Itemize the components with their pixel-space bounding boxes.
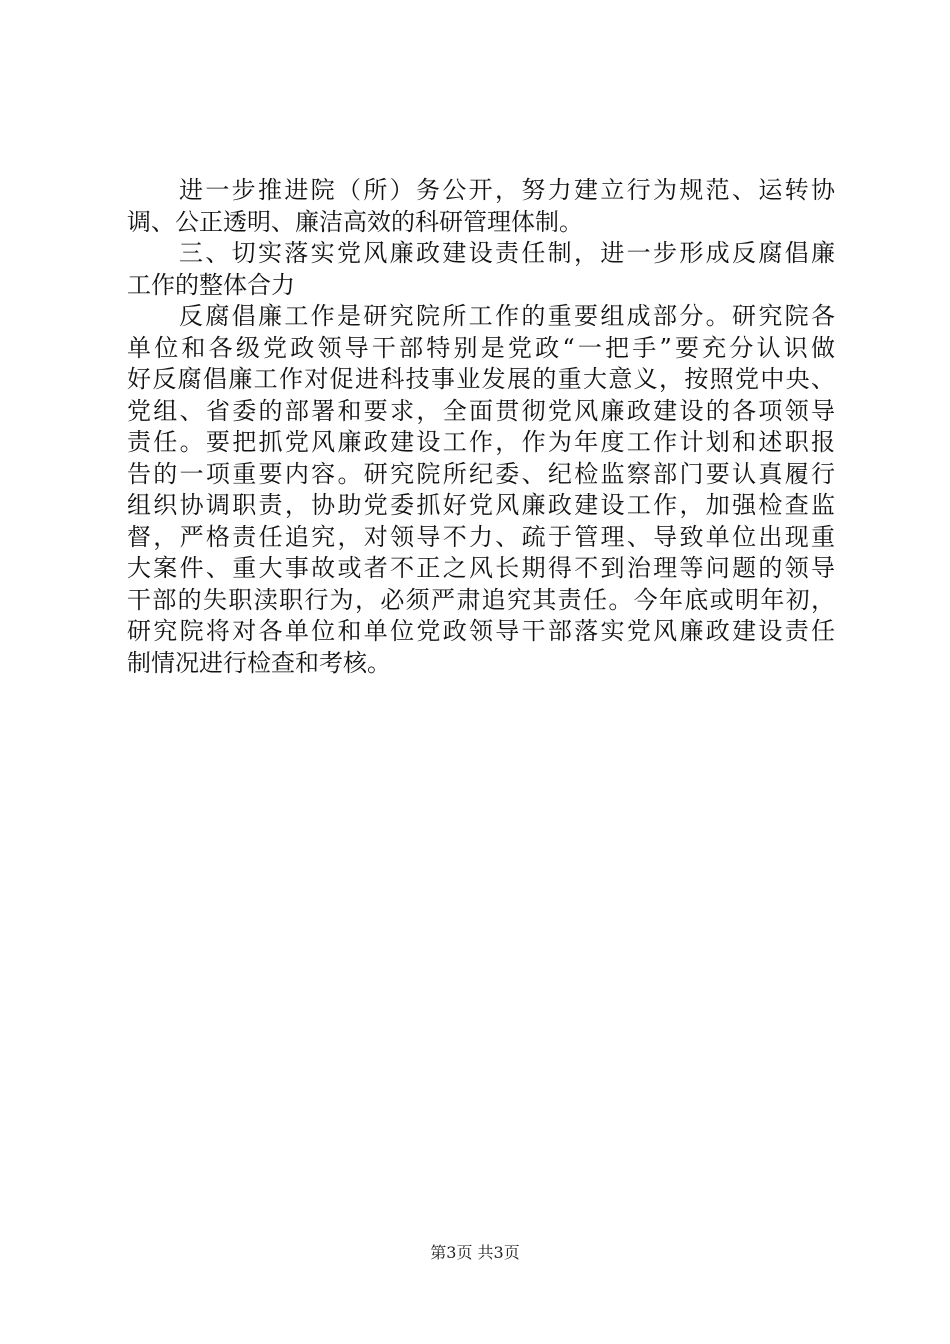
section-heading-line: 三、切实落实党风廉政建设责任制，进一步形成反腐倡廉 — [179, 239, 835, 267]
text-line: 单位和各级党政领导干部特别是党政“一把手”要充分认识做 — [127, 333, 835, 362]
text-line: 研究院将对各单位和单位党政领导干部落实党风廉政建设责任 — [127, 617, 835, 645]
text-line: 调、公正透明、廉洁高效的科研管理体制。 — [127, 207, 583, 236]
section-heading-line: 工作的整体合力 — [127, 270, 295, 299]
text-line: 督，严格责任追究，对领导不力、疏于管理、导致单位出现重 — [127, 522, 835, 551]
text-line: 大案件、重大事故或者不正之风长期得不到治理等问题的领导 — [127, 554, 835, 582]
text-line: 责任。要把抓党风廉政建设工作，作为年度工作计划和述职报 — [127, 428, 835, 456]
text-line: 制情况进行检查和考核。 — [127, 648, 391, 677]
text-line: 好反腐倡廉工作对促进科技事业发展的重大意义，按照党中央、 — [127, 365, 835, 393]
text-line: 进一步推进院（所）务公开，努力建立行为规范、运转协 — [179, 176, 835, 204]
document-body — [127, 175, 835, 679]
page-number: 第3页 共3页 — [430, 1243, 520, 1262]
text-line: 告的一项重要内容。研究院所纪委、纪检监察部门要认真履行 — [127, 459, 835, 488]
text-line: 干部的失职渎职行为，必须严肃追究其责任。今年底或明年初， — [127, 585, 835, 614]
text-line: 党组、省委的部署和要求，全面贯彻党风廉政建设的各项领导 — [127, 396, 835, 425]
text-line: 组织协调职责，协助党委抓好党风廉政建设工作，加强检查监 — [127, 491, 835, 519]
text-line: 反腐倡廉工作是研究院所工作的重要组成部分。研究院各 — [179, 302, 835, 330]
